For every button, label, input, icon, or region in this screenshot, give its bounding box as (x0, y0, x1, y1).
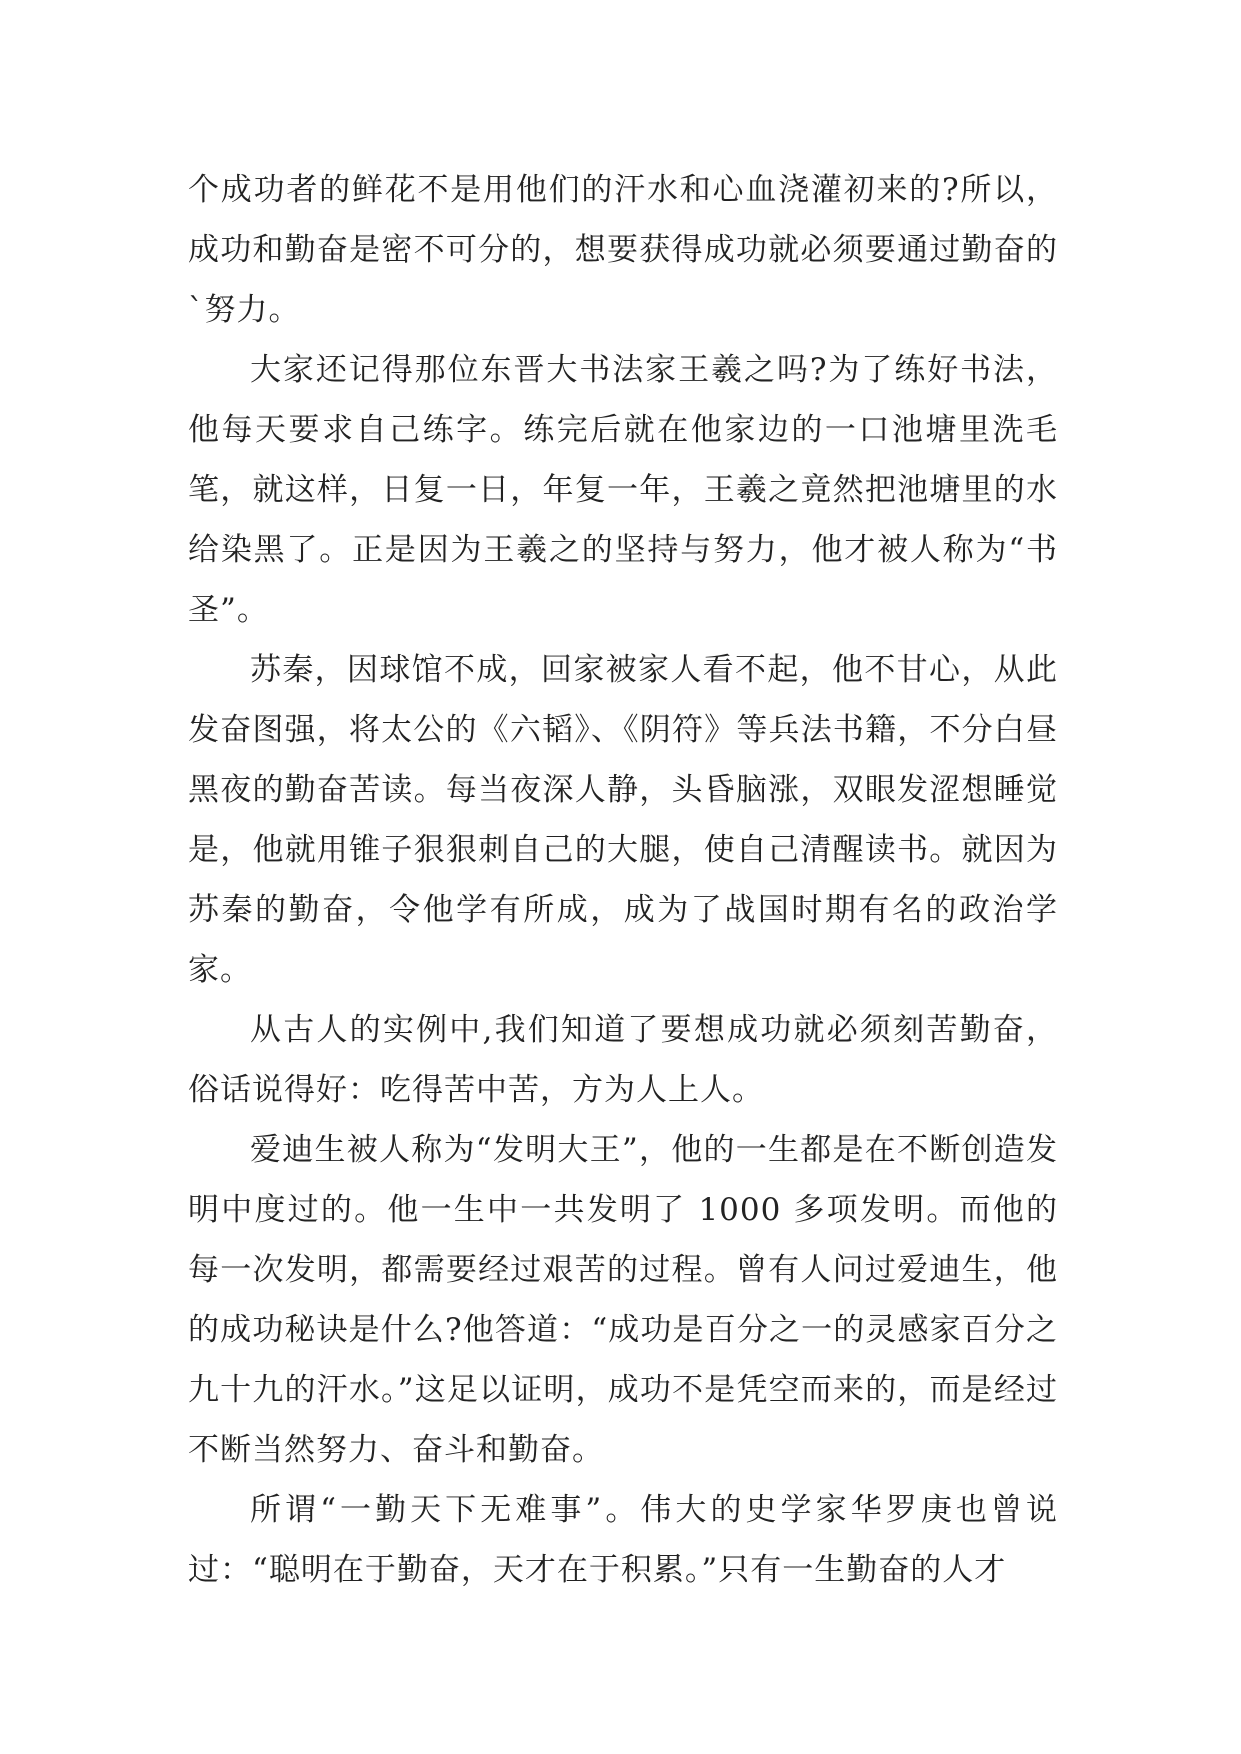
paragraph-1: 个成功者的鲜花不是用他们的汗水和心血浇灌初来的?所以，成功和勤奋是密不可分的，想要获得成功就必须要通过勤奋的`努力。 (188, 172, 1058, 328)
paragraph-6: 所谓“一勤天下无难事”。伟大的史学家华罗庚也曾说过：“聪明在于勤奋，天才在于积累。”只有一生勤奋的人才 (188, 1492, 1058, 1588)
paragraph-5: 爱迪生被人称为“发明大王”，他的一生都是在不断创造发明中度过的。他一生中一共发明了 1000 多项发明。而他的每一次发明，都需要经过艰苦的过程。曾有人问过爱迪生，他的成功秘诀是什么?他答道：“成功是百分之一的灵感家百分之九十九的汗水。”这足以证明，成功不是凭空而来的，而是经过不断当然努力、奋斗和勤奋。 (188, 1132, 1058, 1468)
paragraph-4: 从古人的实例中,我们知道了要想成功就必须刻苦勤奋，俗话说得好：吃得苦中苦，方为人上人。 (188, 1012, 1058, 1108)
paragraph-3: 苏秦，因球馆不成，回家被家人看不起，他不甘心，从此发奋图强，将太公的《六韬》、《阴符》等兵法书籍，不分白昼黑夜的勤奋苦读。每当夜深人静，头昏脑涨，双眼发涩想睡觉是，他就用锥子狠狠刺自己的大腿，使自己清醒读书。就因为苏秦的勤奋，令他学有所成，成为了战国时期有名的政治学家。 (188, 652, 1058, 988)
body-text (188, 160, 1058, 1600)
paragraph-2: 大家还记得那位东晋大书法家王羲之吗?为了练好书法，他每天要求自己练字。练完后就在他家边的一口池塘里洗毛笔，就这样，日复一日，年复一年，王羲之竟然把池塘里的水给染黑了。正是因为王羲之的坚持与努力，他才被人称为“书圣”。 (188, 352, 1058, 628)
